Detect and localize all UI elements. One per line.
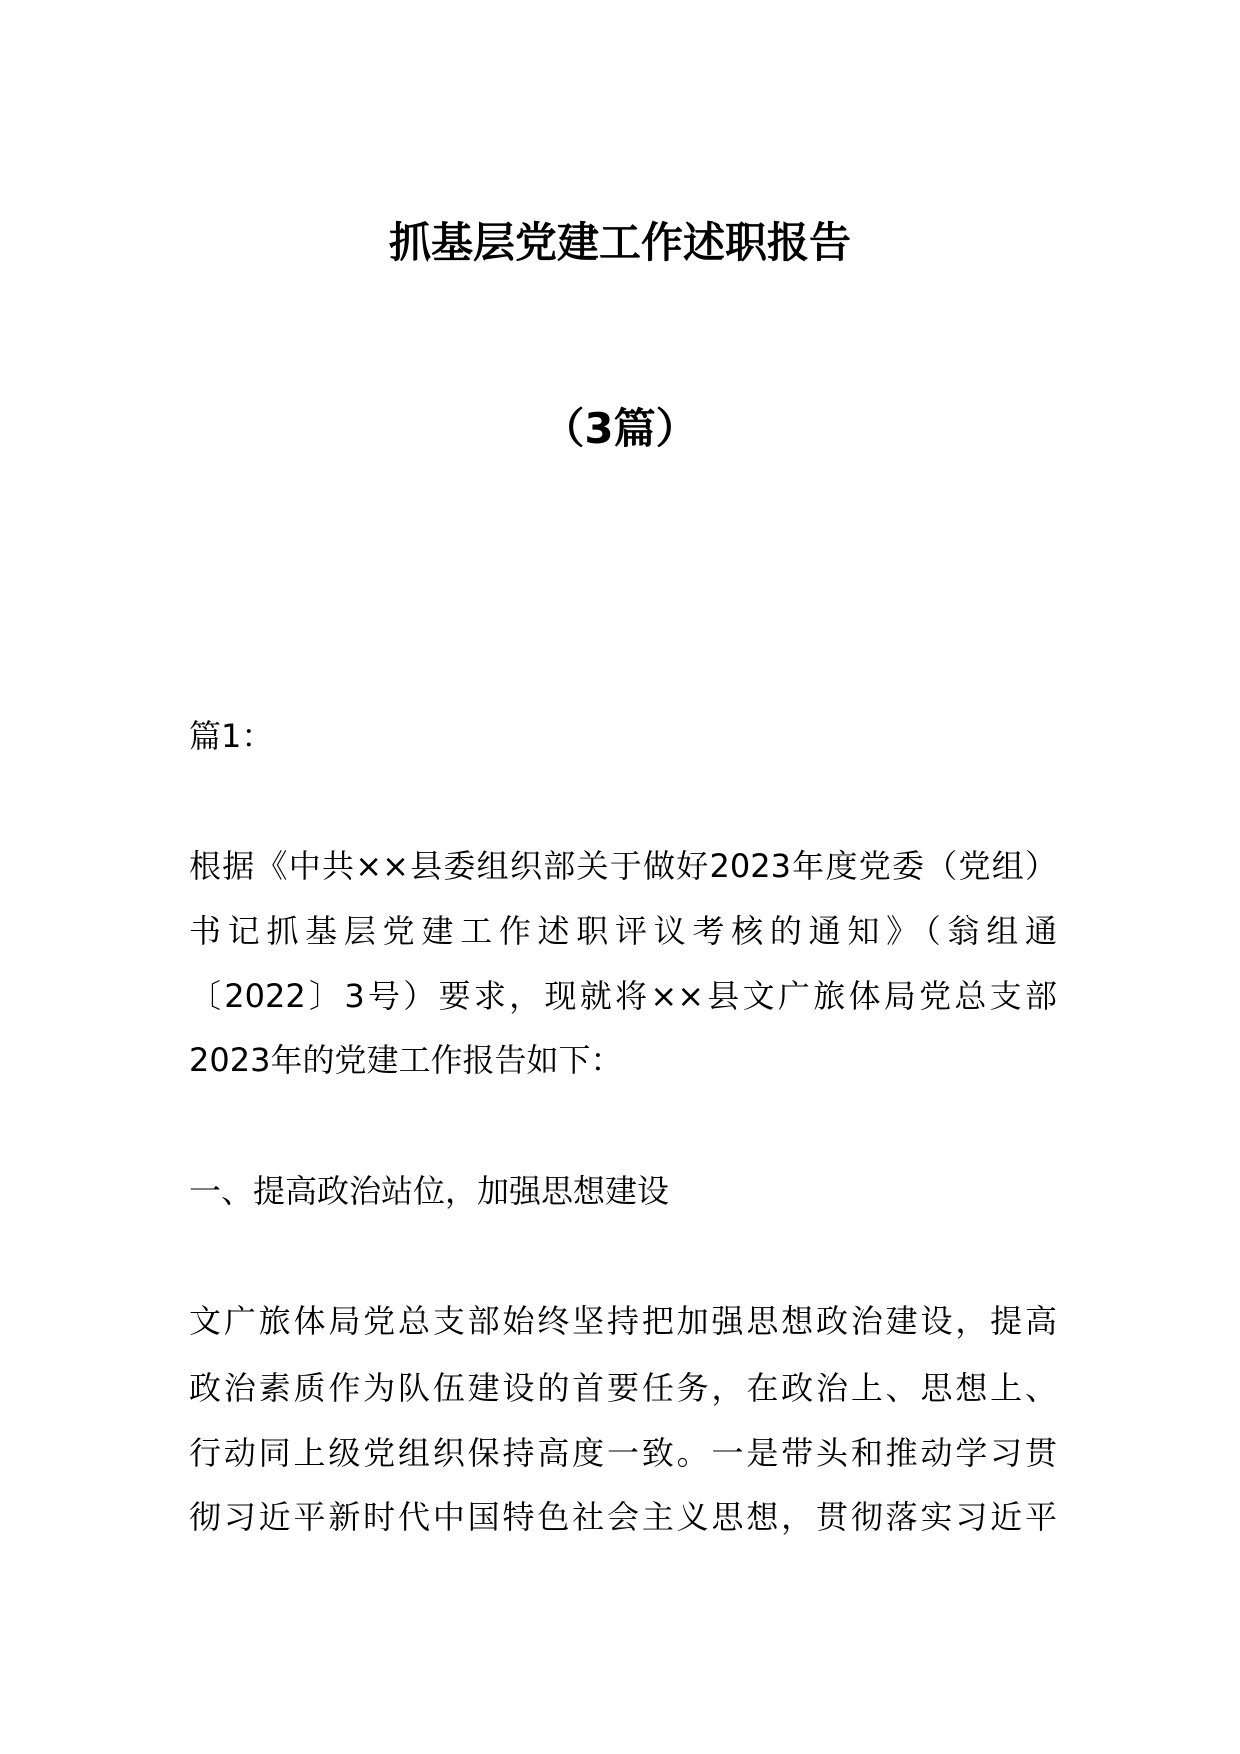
paragraph-line: 〔2022〕3号）要求，现就将××县文广旅体局党总支部: [189, 977, 1057, 1015]
paragraph-line: 政治素质作为队伍建设的首要任务，在政治上、思想上、: [189, 1369, 1057, 1407]
document-subtitle: （3篇）: [542, 404, 698, 453]
paragraph-line: 2023年的党建工作报告如下：: [189, 1041, 623, 1079]
paragraph-line: 彻习近平新时代中国特色社会主义思想，贯彻落实习近平: [189, 1498, 1057, 1536]
paragraph-line: 根据《中共××县委组织部关于做好2023年度党委（党组）: [189, 847, 1057, 885]
section-label: 篇1：: [189, 717, 274, 755]
paragraph-line: 行动同上级党组织保持高度一致。一是带头和推动学习贯: [189, 1434, 1057, 1472]
document-title: 抓基层党建工作述职报告: [388, 218, 851, 267]
paragraph-line: 文广旅体局党总支部始终坚持把加强思想政治建设，提高: [189, 1302, 1057, 1340]
section-heading: 一、提高政治站位，加强思想建设: [189, 1172, 670, 1210]
paragraph-line: 书记抓基层党建工作述职评议考核的通知》（翁组通: [189, 912, 1057, 950]
